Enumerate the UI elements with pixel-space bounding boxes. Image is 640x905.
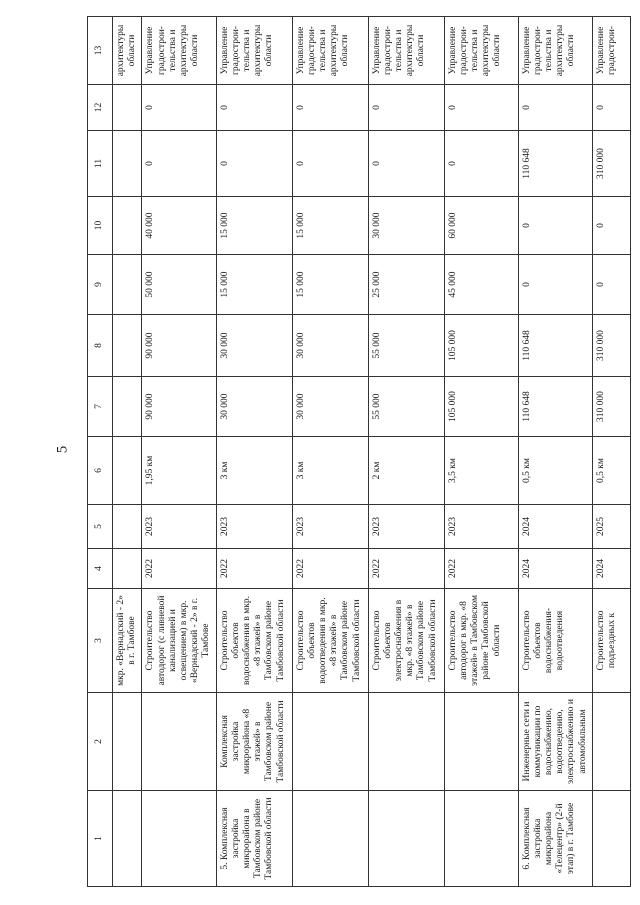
cell-event: Строительство объектов водоснабжения в мкр. «8 этажей» в Тамбовском районе Тамбовской области (216, 589, 292, 693)
cell-total-2: 90 000 (142, 315, 216, 377)
cell-total-2: 110 648 (518, 315, 592, 377)
header-cell: 5 (88, 505, 113, 549)
cell-event: Строительство объектов водоотведения в мкр. «8 этажей» в Тамбовском районе Тамбовской области (292, 589, 368, 693)
cell-event: Строительство подъездных к (592, 589, 630, 693)
cell-year-d (113, 85, 142, 131)
cell-event: мкр. «Вернадский - 2» в г. Тамбове (113, 589, 142, 693)
cell-object: 6. Комплексная застройка микрорайона «Телецентр» (2-й этап) в г. Тамбове (518, 791, 592, 887)
header-cell: 9 (88, 255, 113, 315)
cell-event: Строительство объектов электроснабжения в мкр. «8 этажей» в Тамбовском районе Тамбовской области (368, 589, 444, 693)
header-cell: 2 (88, 693, 113, 791)
cell-end-year: 2023 (292, 505, 368, 549)
cell-year-c: 0 (444, 131, 518, 197)
cell-start-year: 2022 (142, 549, 216, 589)
cell-start-year: 2024 (592, 549, 630, 589)
cell-start-year: 2022 (444, 549, 518, 589)
table-row (292, 17, 368, 887)
cell-end-year (113, 505, 142, 549)
cell-total: 30 000 (292, 377, 368, 437)
cell-start-year (113, 549, 142, 589)
cell-year-b: 15 000 (292, 197, 368, 255)
cell-year-c: 0 (292, 131, 368, 197)
cell-year-d: 0 (444, 85, 518, 131)
cell-object (444, 791, 518, 887)
cell-year-b: 30 000 (368, 197, 444, 255)
cell-year-d: 0 (292, 85, 368, 131)
cell-end-year: 2025 (592, 505, 630, 549)
cell-direction (444, 693, 518, 791)
cell-end-year: 2024 (518, 505, 592, 549)
cell-year-a: 50 000 (142, 255, 216, 315)
cell-year-d: 0 (368, 85, 444, 131)
table-row (216, 17, 292, 887)
cell-year-c: 0 (216, 131, 292, 197)
cell-year-d: 0 (142, 85, 216, 131)
cell-capacity: 0,5 км (518, 437, 592, 505)
cell-total: 90 000 (142, 377, 216, 437)
cell-total: 105 000 (444, 377, 518, 437)
cell-responsible: архитектуры области (113, 17, 142, 85)
cell-capacity: 2 км (368, 437, 444, 505)
cell-end-year: 2023 (216, 505, 292, 549)
cell-direction (292, 693, 368, 791)
cell-direction: Инженерные сети и коммуникации по водоснабжению, водоотведению, электроснабжению и автомобильным (518, 693, 592, 791)
cell-capacity (113, 437, 142, 505)
cell-start-year: 2022 (216, 549, 292, 589)
cell-event: Строительство автодорог в мкр. «8 этажей» в Тамбовском районе Тамбовской области (444, 589, 518, 693)
header-cell: 13 (88, 17, 113, 85)
cell-year-d: 0 (592, 85, 630, 131)
cell-year-b (113, 197, 142, 255)
table-header-row (88, 17, 113, 887)
cell-year-a: 45 000 (444, 255, 518, 315)
cell-event: Строительство автодорог (с ливневой канализацией и освещением) в мкр. «Вернадский - 2» в г. Тамбове (142, 589, 216, 693)
cell-start-year: 2024 (518, 549, 592, 589)
cell-year-b: 15 000 (216, 197, 292, 255)
cell-end-year: 2023 (142, 505, 216, 549)
cell-year-d: 0 (216, 85, 292, 131)
table-row (142, 17, 216, 887)
cell-year-c (113, 131, 142, 197)
header-cell: 12 (88, 85, 113, 131)
cell-year-b: 0 (592, 197, 630, 255)
header-cell: 10 (88, 197, 113, 255)
cell-responsible: Управление градострои-тельства и архитектуры области (368, 17, 444, 85)
cell-capacity: 3,5 км (444, 437, 518, 505)
cell-direction (368, 693, 444, 791)
cell-end-year: 2023 (444, 505, 518, 549)
program-table (87, 16, 631, 887)
table-row (518, 17, 592, 887)
cell-object (292, 791, 368, 887)
cell-year-b: 0 (518, 197, 592, 255)
cell-total-2: 30 000 (292, 315, 368, 377)
header-cell: 1 (88, 791, 113, 887)
cell-responsible: Управление градострои-тельства и архитектуры области (292, 17, 368, 85)
cell-year-a: 0 (592, 255, 630, 315)
cell-year-a: 15 000 (216, 255, 292, 315)
table-row (368, 17, 444, 887)
table-row (444, 17, 518, 887)
cell-object: 5. Комплексная застройка микрорайона в Тамбовском районе Тамбовской области (216, 791, 292, 887)
cell-year-a: 0 (518, 255, 592, 315)
cell-capacity: 3 км (292, 437, 368, 505)
cell-responsible: Управление градострои-тельства и архитектуры области (444, 17, 518, 85)
header-cell: 8 (88, 315, 113, 377)
cell-total-2: 310 000 (592, 315, 630, 377)
cell-total (113, 377, 142, 437)
cell-direction (113, 693, 142, 791)
cell-event: Строительство объектов водоснабжения-водоотведения (518, 589, 592, 693)
cell-year-a: 25 000 (368, 255, 444, 315)
cell-responsible: Управление градострои- (592, 17, 630, 85)
cell-capacity: 0,5 км (592, 437, 630, 505)
cell-total: 55 000 (368, 377, 444, 437)
header-cell: 4 (88, 549, 113, 589)
cell-responsible: Управление градострои-тельства и архитектуры области (216, 17, 292, 85)
cell-capacity: 3 км (216, 437, 292, 505)
cell-year-b: 40 000 (142, 197, 216, 255)
cell-total-2: 105 000 (444, 315, 518, 377)
table-row (113, 17, 142, 887)
cell-end-year: 2023 (368, 505, 444, 549)
cell-total-2: 55 000 (368, 315, 444, 377)
cell-start-year: 2022 (368, 549, 444, 589)
header-cell: 7 (88, 377, 113, 437)
cell-total: 310 000 (592, 377, 630, 437)
cell-year-a (113, 255, 142, 315)
cell-year-c: 310 000 (592, 131, 630, 197)
cell-start-year: 2022 (292, 549, 368, 589)
cell-total: 30 000 (216, 377, 292, 437)
cell-year-a: 15 000 (292, 255, 368, 315)
cell-responsible: Управление градострои-тельства и архитектуры области (518, 17, 592, 85)
cell-year-d: 0 (518, 85, 592, 131)
table-row (592, 17, 630, 887)
cell-direction (592, 693, 630, 791)
cell-year-c: 110 648 (518, 131, 592, 197)
header-cell: 11 (88, 131, 113, 197)
cell-total-2 (113, 315, 142, 377)
cell-capacity: 1,95 км (142, 437, 216, 505)
page-number: 5 (54, 445, 71, 454)
cell-year-c: 0 (368, 131, 444, 197)
cell-direction: Комплексная застройка микрорайона «8 этажей» в Тамбовском районе Тамбовской области (216, 693, 292, 791)
cell-object (592, 791, 630, 887)
cell-object (368, 791, 444, 887)
header-cell: 6 (88, 437, 113, 505)
cell-year-b: 60 000 (444, 197, 518, 255)
cell-direction (142, 693, 216, 791)
header-cell: 3 (88, 589, 113, 693)
cell-object (113, 791, 142, 887)
cell-total-2: 30 000 (216, 315, 292, 377)
cell-total: 110 648 (518, 377, 592, 437)
cell-year-c: 0 (142, 131, 216, 197)
cell-responsible: Управление градострои-тельства и архитектуры области (142, 17, 216, 85)
cell-object (142, 791, 216, 887)
table-wrapper (87, 17, 618, 887)
